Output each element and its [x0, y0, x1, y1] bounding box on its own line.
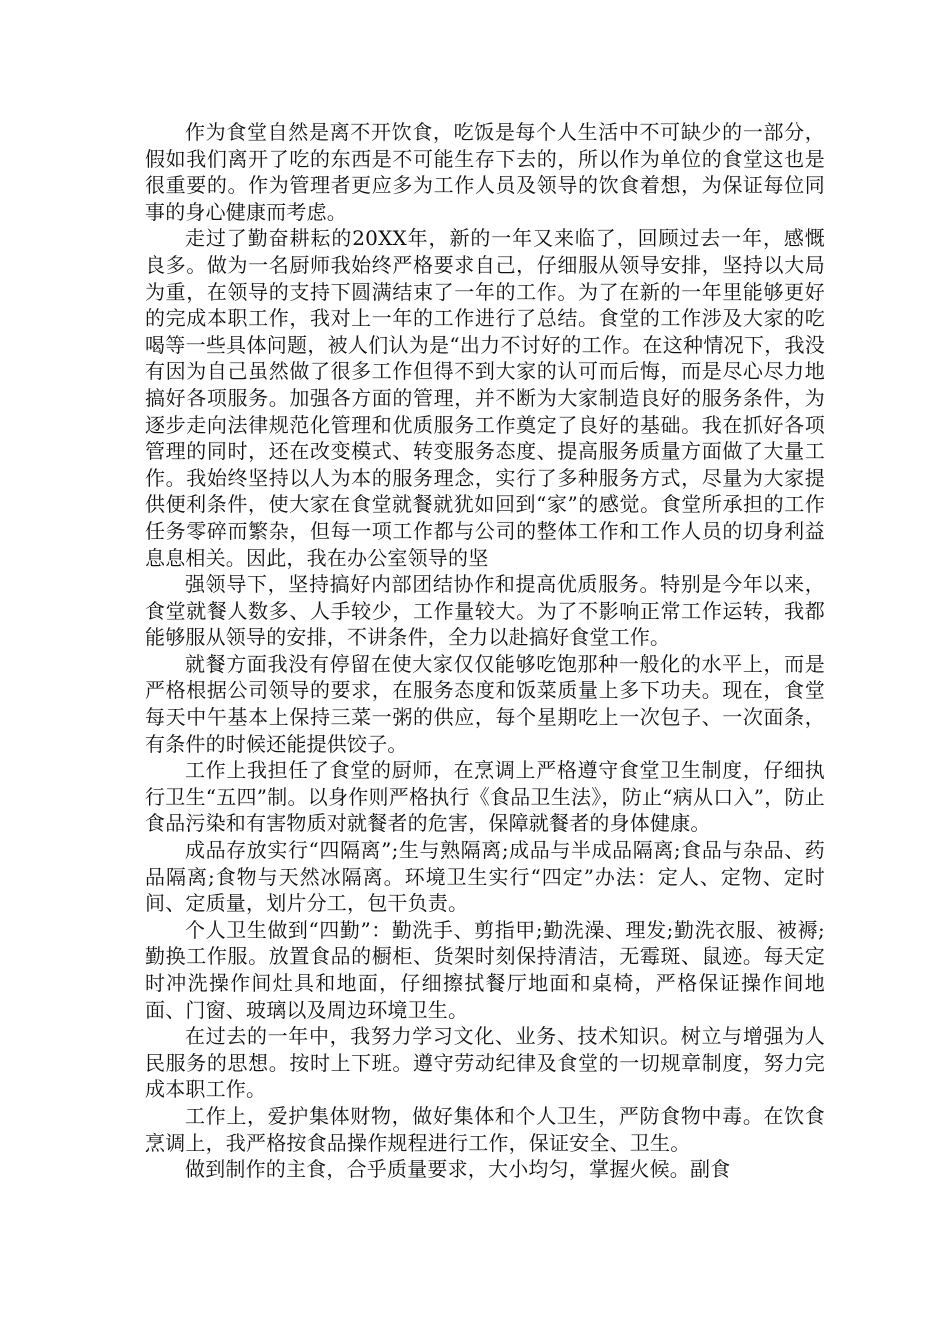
paragraph-study: 在过去的一年中，我努力学习文化、业务、技术知识。树立与增强为人民服务的思想。按时上下班。遵守劳动纪律及食堂的一切规章制度，努力完成本职工作。 — [145, 1024, 825, 1102]
paragraph-leadership: 强领导下，坚持搞好内部团结协作和提高优质服务。特别是今年以来，食堂就餐人数多、人手较少，工作量较大。为了不影响正常工作运转，我都能够服从领导的安排，不讲条件，全力以赴搞好食堂工作。 — [145, 572, 825, 650]
paragraph-year-review: 走过了勤奋耕耘的20XX年，新的一年又来临了，回顾过去一年，感慨良多。做为一名厨师我始终严格要求自己，仔细服从领导安排，坚持以大局为重，在领导的支持下圆满结束了一年的工作。为了在新的一年里能够更好的完成本职工作，我对上一年的工作进行了总结。食堂的工作涉及大家的吃喝等一些具体问题，被人们认为是“出力不讨好的工作。在这种情况下，我没有因为自己虽然做了很多工作但得不到大家的认可而后悔，而是尽心尽力地搞好各项服务。加强各方面的管理，并不断为大家制造良好的服务条件，为逐步走向法律规范化管理和优质服务工作奠定了良好的基础。我在抓好各项管理的同时，还在改变模式、转变服务态度、提高服务质量方面做了大量工作。我始终坚持以人为本的服务理念，实行了多种服务方式，尽量为大家提供便利条件，使大家在食堂就餐就犹如回到“家”的感觉。食堂所承担的工作任务零碎而繁杂，但每一项工作都与公司的整体工作和工作人员的切身利益息息相关。因此，我在办公室领导的坚 — [145, 226, 825, 570]
paragraph-work-safety: 工作上，爱护集体财物，做好集体和个人卫生，严防食物中毒。在饮食烹调上，我严格按食品操作规程进行工作，保证安全、卫生。 — [145, 1103, 825, 1155]
document-body — [145, 119, 825, 1183]
paragraph-intro: 作为食堂自然是离不开饮食，吃饭是每个人生活中不可缺少的一部分，假如我们离开了吃的东西是不可能生存下去的，所以作为单位的食堂这也是很重要的。作为管理者更应多为工作人员及领导的饮食着想，为保证每位同事的身心健康而考虑。 — [145, 120, 825, 224]
paragraph-personal-hygiene: 个人卫生做到“四勤”：勤洗手、剪指甲;勤洗澡、理发;勤洗衣服、被褥;勤换工作服。放置食品的橱柜、货架时刻保持清洁，无霉斑、鼠迹。每天定时冲洗操作间灶具和地面，仔细擦拭餐厅地面和桌椅，严格保证操作间地面、门窗、玻璃以及周边环境卫生。 — [145, 917, 825, 1022]
paragraph-storage: 成品存放实行“四隔离”;生与熟隔离;成品与半成品隔离;食品与杂品、药品隔离;食物与天然冰隔离。环境卫生实行“四定”办法：定人、定物、定时间、定质量，划片分工，包干负责。 — [145, 838, 825, 916]
paragraph-staple-food: 做到制作的主食，合乎质量要求，大小均匀，掌握火候。副食 — [185, 1157, 731, 1182]
paragraph-dining: 就餐方面我没有停留在使大家仅仅能够吃饱那种一般化的水平上，而是严格根据公司领导的要求，在服务态度和饭菜质量上多下功夫。现在，食堂每天中午基本上保持三菜一粥的供应，每个星期吃上一次包子、一次面条，有条件的时候还能提供饺子。 — [145, 651, 825, 756]
paragraph-hygiene-system: 工作上我担任了食堂的厨师，在烹调上严格遵守食堂卫生制度，仔细执行卫生“五四”制。以身作则严格执行《食品卫生法》，防止“病从口入”，防止食品污染和有害物质对就餐者的危害，保障就餐者的身体健康。 — [145, 758, 825, 836]
